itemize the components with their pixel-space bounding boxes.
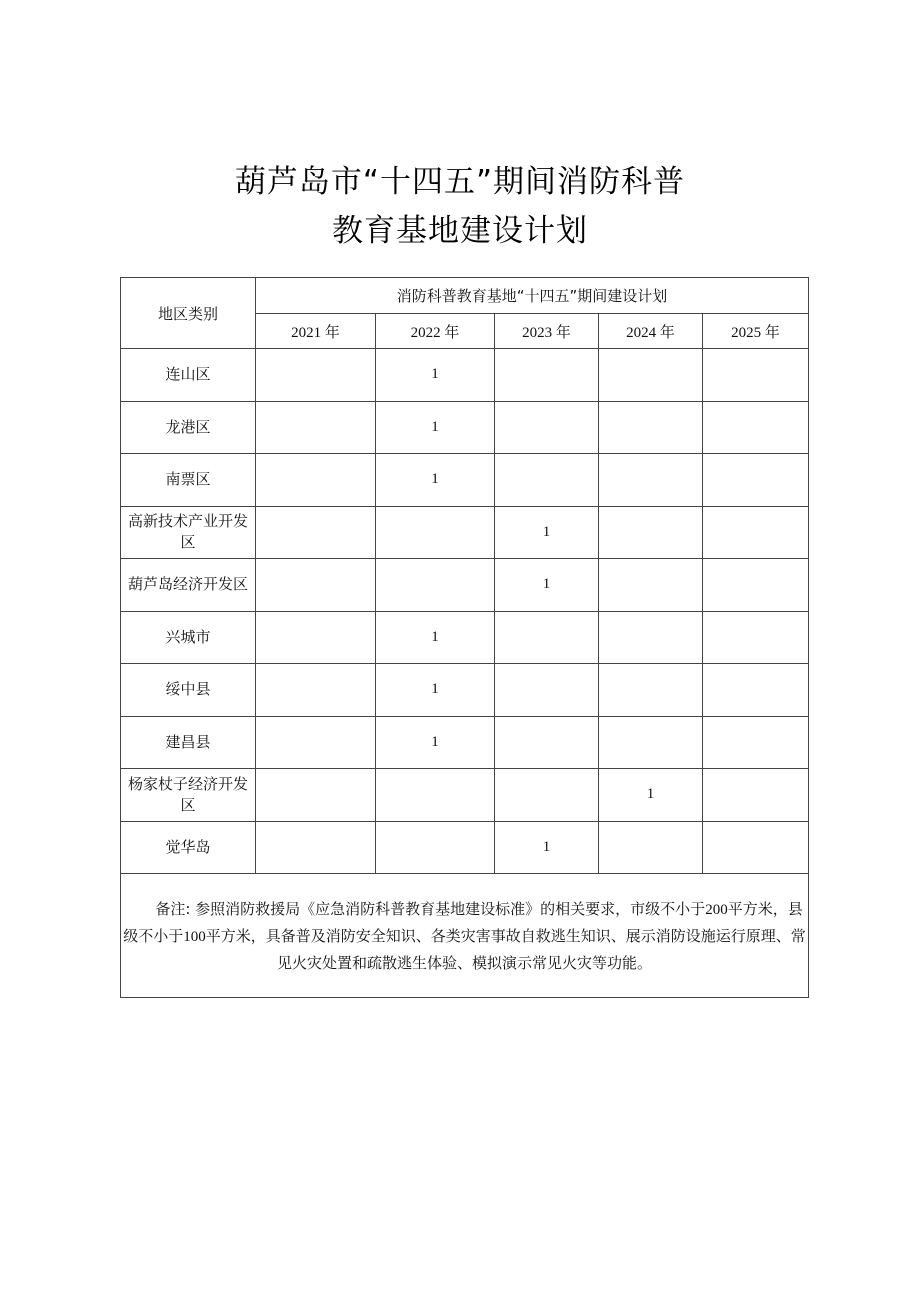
- region-column-header: 地区类别: [121, 278, 256, 349]
- region-name-cell: 龙港区: [121, 401, 256, 454]
- region-name-cell: 杨家杖子经济开发区: [121, 769, 256, 822]
- remarks-text-part1: 备注: 参照消防救援局《应急消防科普教育基地建设标准》的相关要求，市级不小于: [155, 899, 706, 918]
- year-value: 2022: [410, 324, 441, 341]
- plan-count-cell: [495, 349, 599, 402]
- plan-count-cell: [703, 769, 809, 822]
- plan-count-cell: [599, 454, 703, 507]
- plan-count-cell: [256, 349, 376, 402]
- region-name-cell: 觉华岛: [121, 821, 256, 874]
- plan-count-cell: [495, 454, 599, 507]
- plan-count-cell: [703, 664, 809, 717]
- plan-count-cell: [376, 821, 495, 874]
- plan-count-cell: [599, 559, 703, 612]
- plan-count-cell: [256, 401, 376, 454]
- plan-count-cell: [703, 559, 809, 612]
- plan-count-cell: [256, 559, 376, 612]
- year-header: [376, 314, 495, 349]
- year-suffix: 年: [764, 322, 780, 341]
- plan-count-cell: [256, 506, 376, 559]
- plan-count-cell: [495, 664, 599, 717]
- plan-count-cell: [256, 769, 376, 822]
- year-value: 2025: [731, 324, 762, 341]
- year-header: [495, 314, 599, 349]
- table-row: [121, 349, 809, 402]
- table-row: [121, 611, 809, 664]
- year-value: 2024: [626, 324, 657, 341]
- page-title-line2: 教育基地建设计划: [332, 213, 588, 249]
- table-row: [121, 401, 809, 454]
- plan-count-cell: [599, 611, 703, 664]
- table-row: [121, 769, 809, 822]
- table-row: [121, 454, 809, 507]
- year-header: [703, 314, 809, 349]
- plan-count-cell: [256, 716, 376, 769]
- plan-count-cell: 1: [376, 716, 495, 769]
- page-title-line1: 葫芦岛市“十四五”期间消防科普: [234, 164, 686, 200]
- remarks-note: [121, 874, 809, 998]
- plan-count-cell: [703, 454, 809, 507]
- year-suffix: 年: [555, 322, 571, 341]
- region-name-cell: 连山区: [121, 349, 256, 402]
- plan-count-cell: [599, 401, 703, 454]
- plan-count-cell: [599, 506, 703, 559]
- county-area-value: 100: [183, 928, 206, 945]
- plan-count-cell: 1: [495, 559, 599, 612]
- plan-count-cell: [376, 769, 495, 822]
- plan-column-header: 消防科普教育基地“十四五”期间建设计划: [256, 278, 809, 314]
- plan-count-cell: 1: [376, 401, 495, 454]
- plan-count-cell: [495, 401, 599, 454]
- plan-count-cell: [599, 349, 703, 402]
- plan-count-cell: 1: [376, 664, 495, 717]
- plan-count-cell: [376, 559, 495, 612]
- year-header: [256, 314, 376, 349]
- plan-count-cell: 1: [599, 769, 703, 822]
- region-name-cell: 建昌县: [121, 716, 256, 769]
- region-name-cell: 葫芦岛经济开发区: [121, 559, 256, 612]
- year-suffix: 年: [324, 322, 340, 341]
- plan-count-cell: [599, 821, 703, 874]
- plan-count-cell: 1: [376, 611, 495, 664]
- plan-count-cell: 1: [376, 454, 495, 507]
- plan-count-cell: [703, 821, 809, 874]
- plan-count-cell: 1: [495, 506, 599, 559]
- plan-count-cell: [256, 664, 376, 717]
- plan-count-cell: [495, 716, 599, 769]
- plan-count-cell: [703, 401, 809, 454]
- table-row: [121, 664, 809, 717]
- table-row: [121, 506, 809, 559]
- construction-plan-table: [120, 277, 809, 998]
- region-name-cell: 兴城市: [121, 611, 256, 664]
- plan-count-cell: [599, 664, 703, 717]
- table-row: [121, 821, 809, 874]
- plan-count-cell: [703, 716, 809, 769]
- table-row: [121, 559, 809, 612]
- year-value: 2023: [522, 324, 553, 341]
- plan-count-cell: 1: [495, 821, 599, 874]
- plan-count-cell: [599, 716, 703, 769]
- plan-count-cell: [703, 349, 809, 402]
- plan-count-cell: [703, 506, 809, 559]
- plan-count-cell: [703, 611, 809, 664]
- year-value: 2021: [291, 324, 322, 341]
- plan-count-cell: [256, 821, 376, 874]
- region-name-cell: 绥中县: [121, 664, 256, 717]
- remarks-text-part3: 平方米，具备普及消防安全知识、各类灾害事故自救逃生知识、展示消防设施运行原理、常见火灾处置和疏散逃生体验、模拟演示常见火灾等功能。: [205, 926, 806, 972]
- plan-count-cell: [495, 769, 599, 822]
- plan-count-cell: [376, 506, 495, 559]
- plan-count-cell: [495, 611, 599, 664]
- region-name-cell: 南票区: [121, 454, 256, 507]
- year-header: [599, 314, 703, 349]
- table-row: [121, 716, 809, 769]
- plan-count-cell: 1: [376, 349, 495, 402]
- region-name-cell: 高新技术产业开发区: [121, 506, 256, 559]
- remarks-text-part2: 平方米，县级不小于: [123, 899, 803, 945]
- year-suffix: 年: [659, 322, 675, 341]
- plan-count-cell: [256, 454, 376, 507]
- year-suffix: 年: [444, 322, 460, 341]
- city-area-value: 200: [705, 901, 728, 918]
- plan-count-cell: [256, 611, 376, 664]
